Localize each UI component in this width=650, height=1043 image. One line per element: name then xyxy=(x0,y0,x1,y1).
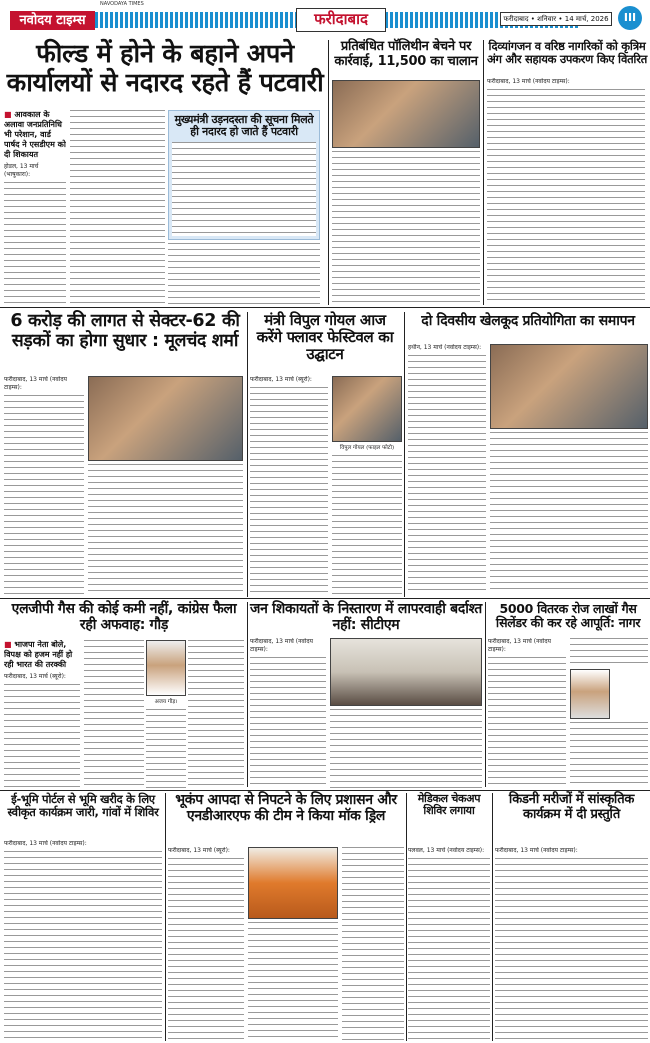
story-column xyxy=(70,110,165,305)
body-text xyxy=(172,142,316,236)
story-column xyxy=(84,640,144,788)
photo-caption: अजय गौड़। xyxy=(154,699,178,705)
dateline: फरीदाबाद, 13 मार्च (ब्यूरो): xyxy=(250,376,312,383)
story-column xyxy=(332,376,402,594)
dateline: हथीन, 13 मार्च (नवोदय टाइम्स): xyxy=(408,344,482,351)
story-bullet: ■ भाजपा नेता बोले, विपक्ष को हजम नहीं हो रही भारत की तरक्की xyxy=(4,640,80,670)
story-column xyxy=(168,847,244,1040)
column-divider xyxy=(485,602,486,787)
column-divider xyxy=(483,40,484,305)
story-bullet: ■ आवकाल के अलावा जनप्रतिनिधि भी परेशान, वार्ड पार्षद ने एसडीएम को दी शिकायत xyxy=(4,110,66,160)
story-column xyxy=(342,847,404,1040)
column-divider xyxy=(165,793,166,1041)
portrait-photo xyxy=(332,376,402,442)
headline: ई-भूमि पोर्टल से भूमि खरीद के लिए स्वीकृत कार्यक्रम जारी, गांवों में शिविर xyxy=(7,792,159,819)
body-text xyxy=(70,110,165,305)
story-column xyxy=(250,376,328,594)
body-text xyxy=(490,432,648,594)
page-number: III xyxy=(618,6,642,30)
column-divider xyxy=(492,793,493,1041)
story-column xyxy=(188,640,244,788)
story-column xyxy=(4,640,80,788)
headline: दो दिवसीय खेलकूद प्रतियोगिता का समापन xyxy=(421,313,635,329)
story-column xyxy=(408,847,490,1040)
headline: एलजीपी गैस की कोई कमी नहीं, कांग्रेस फैला रही अफवाह: गौड़ xyxy=(11,601,237,633)
dateline: फरीदाबाद, 13 मार्च (ब्यूरो): xyxy=(168,847,230,854)
body-text xyxy=(250,657,326,788)
edition-city: फरीदाबाद xyxy=(296,8,386,32)
body-text xyxy=(4,395,84,594)
story-column xyxy=(168,110,320,305)
column-divider xyxy=(247,312,248,597)
row-divider xyxy=(0,790,650,791)
story-column xyxy=(495,847,648,1040)
body-text xyxy=(84,640,144,788)
story-column xyxy=(487,78,645,305)
headline: मेडिकल चेकअप शिविर लगाया xyxy=(417,792,481,818)
headline: जन शिकायतों के निस्तारण में लापरवाही बर्दाश्त नहीं: सीटीएम xyxy=(250,601,482,633)
body-text xyxy=(188,640,244,788)
body-text xyxy=(250,387,328,594)
headline: मंत्री विपुल गोयल आज करेंगे फ्लावर फेस्टिवल का उद्घाटन xyxy=(256,311,394,363)
dateline: फरीदाबाद, 13 मार्च (नवोदय टाइम्स): xyxy=(495,847,578,854)
body-text xyxy=(330,709,482,788)
box-headline: मुख्यमंत्री उड़नदस्ता की सूचना मिलते ही नदारद हो जाते हैं पटवारी xyxy=(174,113,314,139)
portrait-photo xyxy=(570,669,610,719)
news-photo xyxy=(490,344,648,429)
ndrf-drill-photo xyxy=(248,847,338,919)
dateline: फरीदाबाद, 13 मार्च (नवोदय टाइम्स): xyxy=(4,376,67,391)
meeting-photo xyxy=(330,638,482,706)
body-text xyxy=(168,243,320,305)
headline: फील्ड में होने के बहाने अपने कार्यालयों से नदारद रहते हैं पटवारी xyxy=(6,39,324,98)
story-column xyxy=(4,840,162,1040)
newspaper-logo: नवोदय टाइम्स xyxy=(10,11,95,30)
row-divider xyxy=(0,598,650,599)
story-column xyxy=(330,638,482,788)
body-text xyxy=(168,858,244,1040)
story-column xyxy=(332,80,480,305)
body-text xyxy=(248,922,338,1040)
story-column xyxy=(88,376,243,594)
masthead-subtitle: NAVODAYA TIMES xyxy=(100,1,144,7)
column-divider xyxy=(406,793,407,1041)
dateline: होडल, 13 मार्च (भाषुकारा): xyxy=(4,163,39,178)
portrait-photo xyxy=(146,640,186,696)
story-column xyxy=(490,344,648,594)
story-column xyxy=(4,110,66,305)
body-text xyxy=(342,847,404,1040)
dateline: फरीदाबाद, 13 मार्च (ब्यूरो): xyxy=(4,673,66,680)
body-text xyxy=(487,89,645,305)
story-column xyxy=(248,847,338,1040)
body-text xyxy=(4,182,66,305)
body-text xyxy=(146,709,186,788)
headline: 5000 वितरक रोज लाखों गैस सिलेंडर की कर रहे आपूर्ति: नागर xyxy=(495,601,641,630)
news-photo xyxy=(332,80,480,148)
body-text xyxy=(570,638,648,666)
body-text xyxy=(408,858,490,1040)
story-column xyxy=(488,638,566,788)
body-text xyxy=(488,657,566,788)
dateline: फरीदाबाद, 13 मार्च (नवोदय टाइम्स): xyxy=(4,840,87,847)
dateline: फरीदाबाद, 13 मार्च (नवोदय टाइम्स): xyxy=(250,638,313,653)
headline: 6 करोड़ की लागत से सेक्टर-62 की सड़कों का होगा सुधार : मूलचंद शर्मा xyxy=(10,311,240,351)
body-text xyxy=(495,858,648,1040)
body-text xyxy=(4,684,80,788)
column-divider xyxy=(328,40,329,305)
body-text xyxy=(408,355,486,594)
story-column xyxy=(570,638,648,788)
photo-caption: विपुल गोयल (फाइल फोटो) xyxy=(339,445,395,451)
body-text xyxy=(332,151,480,305)
masthead xyxy=(0,0,650,37)
row-divider xyxy=(0,307,650,308)
headline: भूकंप आपदा से निपटने के लिए प्रशासन और एनडीआरएफ की टीम ने किया मॉक ड्रिल xyxy=(175,792,397,824)
story-column xyxy=(250,638,326,788)
column-divider xyxy=(247,602,248,787)
dateline: फरीदाबाद, 13 मार्च (नवोदय टाइम्स): xyxy=(488,638,551,653)
dateline: पलवल, 13 मार्च (नवोदय टाइम्स): xyxy=(408,847,485,854)
headline: दिव्यांगजन व वरिष्ठ नागरिकों को कृत्रिम अंग और सहायक उपकरण किए वितरित xyxy=(487,39,647,66)
column-divider xyxy=(404,312,405,597)
body-text xyxy=(332,455,402,594)
story-column xyxy=(408,344,486,594)
headline: किडनी मरीजों में सांस्कृतिक कार्यक्रम में दी प्रस्तुति xyxy=(508,792,635,822)
news-photo xyxy=(88,376,243,461)
body-text xyxy=(570,722,648,788)
body-text xyxy=(4,851,162,1040)
headline: प्रतिबंधित पॉलिथीन बेचने पर कार्रवाई, 11,500 का चालान xyxy=(334,39,478,69)
highlight-box xyxy=(168,110,320,240)
story-column xyxy=(4,376,84,594)
body-text xyxy=(88,464,243,594)
dateline: फरीदाबाद, 13 मार्च (नवोदय टाइम्स): xyxy=(487,78,570,85)
story-column xyxy=(146,640,186,788)
edition-date: फरीदाबाद • शनिवार • 14 मार्च, 2026 xyxy=(500,12,612,26)
